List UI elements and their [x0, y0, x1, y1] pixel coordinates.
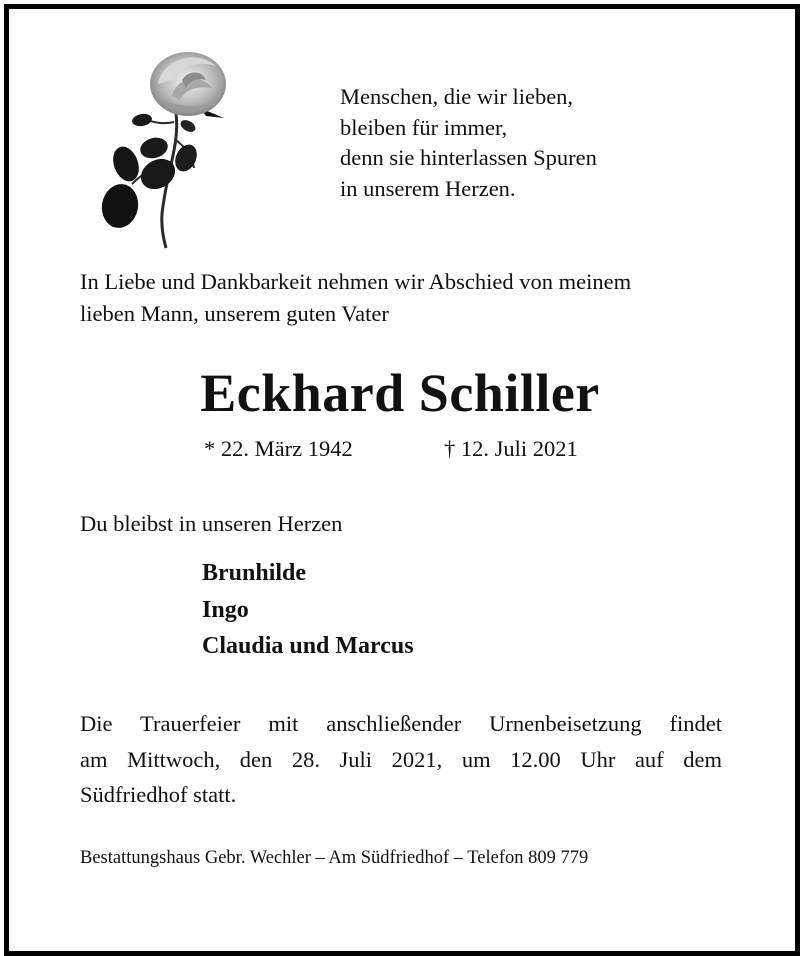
- intro-line: lieben Mann, unserem guten Vater: [80, 301, 389, 326]
- death-date: † 12. Juli 2021: [444, 436, 578, 461]
- service-line: Südfriedhof statt.: [80, 782, 237, 807]
- service-line: Die Trauerfeier mit anschließender Urnenbeisetzung findet: [80, 711, 722, 736]
- intro-line: In Liebe und Dankbarkeit nehmen wir Abschied von meinem: [80, 269, 632, 294]
- funeral-home-line: Bestattungshaus Gebr. Wechler – Am Südfriedhof – Telefon 809 779: [80, 848, 589, 868]
- poem: [340, 82, 597, 204]
- birth-date: * 22. März 1942: [204, 436, 353, 461]
- family-list: [202, 555, 414, 665]
- family-member: Brunhilde: [202, 560, 307, 586]
- poem-line: Menschen, die wir lieben,: [340, 84, 574, 109]
- poem-line: bleiben für immer,: [340, 114, 508, 140]
- family-member: Claudia und Marcus: [202, 633, 414, 659]
- closing-line: Du bleibst in unseren Herzen: [80, 511, 343, 536]
- family-member: Ingo: [202, 596, 249, 623]
- rose-icon: [96, 44, 236, 250]
- deceased-name: Eckhard Schiller: [200, 363, 600, 423]
- poem-line: in unserem Herzen.: [340, 175, 516, 201]
- poem-line: denn sie hinterlassen Spuren: [340, 145, 597, 170]
- intro-text: [80, 266, 631, 330]
- service-line: am Mittwoch, den 28. Juli 2021, um 12.00 Uhr auf dem: [80, 746, 722, 772]
- service-info: [80, 706, 722, 813]
